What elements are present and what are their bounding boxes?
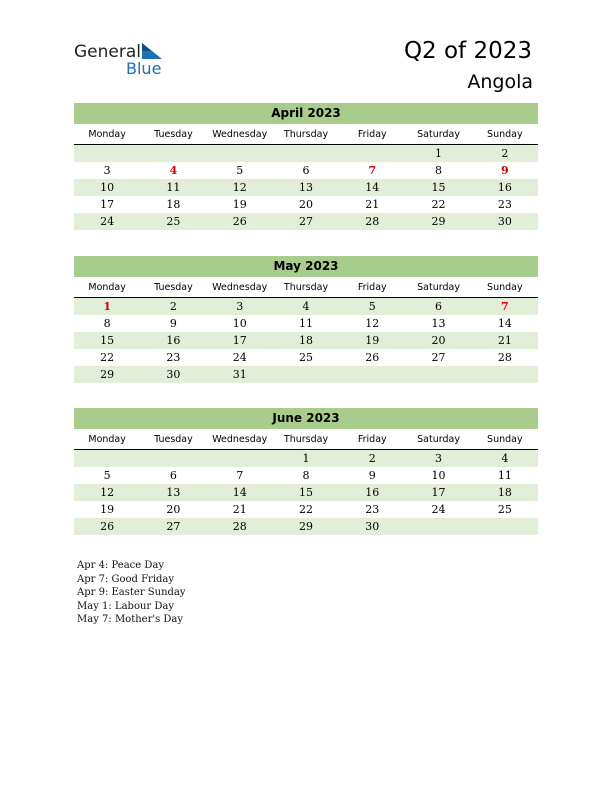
day-cell: 21 [232,503,247,516]
day-cell: 8 [302,469,310,482]
month-calendar [74,256,538,383]
day-cell: 19 [232,198,247,211]
weekday-label: Monday [88,434,126,445]
holiday-note: Apr 9: Easter Sunday [77,587,186,599]
page-title: Q2 of 2023 [403,38,532,64]
day-cell: 30 [497,215,512,228]
week-row [74,450,538,467]
day-cell: 7 [236,469,244,482]
day-cell: 8 [435,164,443,177]
day-cell: 6 [302,164,310,177]
day-cell: 27 [298,215,313,228]
day-cell: 10 [431,469,446,482]
weekday-label: Wednesday [212,282,268,293]
weekday-label: Sunday [487,129,523,140]
day-cell: 9 [169,317,177,330]
weekday-header-row [74,431,538,450]
week-row [74,298,538,315]
holiday-day-cell: 9 [501,164,509,177]
day-cell: 19 [100,503,115,516]
day-cell: 29 [431,215,446,228]
day-cell: 25 [497,503,512,516]
month-title: April 2023 [74,103,538,124]
day-cell: 25 [166,215,181,228]
holiday-note: May 7: Mother's Day [77,614,184,626]
day-cell [273,366,339,383]
day-cell: 17 [100,198,115,211]
day-cell: 25 [298,351,313,364]
week-row [74,349,538,366]
day-cell: 30 [365,520,380,533]
day-cell: 29 [298,520,313,533]
day-cell: 13 [431,317,446,330]
day-cell: 23 [166,351,181,364]
holiday-day-cell: 4 [169,164,178,177]
day-cell: 24 [431,503,446,516]
day-cell: 3 [236,300,244,313]
country-name: Angola [467,71,533,93]
day-cell: 26 [365,351,380,364]
day-cell: 11 [497,469,512,482]
weekday-label: Saturday [417,434,460,445]
day-cell: 12 [365,317,380,330]
week-row [74,467,538,484]
day-cell: 24 [100,215,115,228]
day-cell: 2 [368,452,376,465]
day-cell: 15 [298,486,313,499]
day-cell: 18 [298,334,313,347]
day-cell: 16 [497,181,512,194]
logo-blue-text: Blue [126,59,162,78]
weekday-label: Wednesday [212,434,268,445]
week-row [74,196,538,213]
day-cell: 23 [497,198,512,211]
day-cell: 27 [166,520,181,533]
day-cell: 17 [232,334,247,347]
day-cell: 16 [166,334,181,347]
generalblue-logo [74,42,184,78]
weekday-label: Saturday [417,282,460,293]
day-cell: 8 [103,317,111,330]
day-cell: 2 [501,147,509,160]
day-cell: 5 [236,164,244,177]
day-cell: 22 [298,503,313,516]
weekday-label: Sunday [487,282,523,293]
month-title: June 2023 [74,408,538,429]
day-cell: 29 [100,368,115,381]
week-row [74,162,538,179]
day-cell: 15 [431,181,446,194]
holiday-note: Apr 7: Good Friday [77,573,175,585]
day-cell: 3 [435,452,443,465]
day-cell: 27 [431,351,446,364]
holiday-note: Apr 4: Peace Day [77,560,164,571]
month-calendar [74,103,538,230]
weekday-label: Tuesday [154,434,193,445]
day-cell: 20 [298,198,313,211]
day-cell: 6 [169,469,177,482]
weekday-label: Friday [357,282,387,293]
day-cell [472,518,538,535]
weekday-label: Tuesday [154,129,193,140]
day-cell [405,518,471,535]
day-cell: 5 [368,300,376,313]
day-cell: 1 [435,147,443,160]
day-cell: 4 [501,452,509,465]
weekday-label: Tuesday [154,282,193,293]
blue-triangle-icon [141,43,163,60]
day-cell: 16 [365,486,380,499]
day-cell [207,145,273,162]
weekday-header-row [74,279,538,298]
week-row [74,179,538,196]
weekday-label: Thursday [283,282,329,293]
day-cell: 12 [232,181,247,194]
day-cell: 11 [298,317,313,330]
day-cell: 21 [497,334,512,347]
day-cell [273,145,339,162]
weekday-label: Monday [88,282,126,293]
holiday-day-cell: 1 [103,300,111,313]
day-cell: 4 [302,300,310,313]
holiday-notes [77,559,186,627]
day-cell [140,145,206,162]
holiday-note: May 1: Labour Day [77,600,174,612]
day-cell: 5 [103,469,111,482]
day-cell: 20 [431,334,446,347]
day-cell: 26 [100,520,115,533]
week-row [74,366,538,383]
holiday-day-cell: 7 [368,164,377,177]
day-cell: 13 [166,486,181,499]
weekday-label: Thursday [283,129,329,140]
day-cell: 18 [166,198,181,211]
day-cell: 10 [100,181,115,194]
day-cell: 13 [298,181,313,194]
weekday-label: Thursday [283,434,329,445]
day-cell: 28 [232,520,247,533]
week-row [74,145,538,162]
day-cell: 31 [232,368,247,381]
weekday-label: Monday [88,129,126,140]
day-cell: 11 [166,181,181,194]
day-cell [472,366,538,383]
day-cell: 21 [365,198,380,211]
day-cell: 1 [302,452,310,465]
day-cell [339,145,405,162]
holiday-day-cell: 7 [501,300,509,313]
day-cell: 28 [497,351,512,364]
day-cell: 17 [431,486,446,499]
week-row [74,501,538,518]
day-cell: 23 [365,503,380,516]
day-cell: 20 [166,503,181,516]
weekday-label: Friday [357,129,387,140]
day-cell: 6 [435,300,443,313]
weekday-header-row [74,126,538,145]
day-cell: 26 [232,215,247,228]
day-cell: 22 [431,198,446,211]
day-cell: 10 [232,317,247,330]
month-title: May 2023 [74,256,538,277]
weekday-label: Saturday [417,129,460,140]
day-cell [339,366,405,383]
day-cell [405,366,471,383]
weekday-label: Sunday [487,434,523,445]
day-cell: 14 [365,181,380,194]
month-calendar [74,408,538,535]
weekday-label: Wednesday [212,129,268,140]
logo-general-text: General [74,42,141,62]
week-row [74,213,538,230]
day-cell: 9 [368,469,376,482]
week-row [74,315,538,332]
day-cell: 12 [100,486,115,499]
day-cell [207,450,273,467]
day-cell: 30 [166,368,181,381]
day-cell [74,145,140,162]
day-cell: 19 [365,334,380,347]
day-cell: 22 [100,351,115,364]
week-row [74,518,538,535]
day-cell [74,450,140,467]
day-cell: 14 [232,486,247,499]
week-row [74,332,538,349]
day-cell: 3 [103,164,111,177]
day-cell: 14 [497,317,512,330]
week-row [74,484,538,501]
day-cell: 28 [365,215,380,228]
weekday-label: Friday [357,434,387,445]
day-cell: 24 [232,351,247,364]
day-cell [140,450,206,467]
day-cell: 18 [497,486,512,499]
day-cell: 2 [169,300,177,313]
day-cell: 15 [100,334,115,347]
